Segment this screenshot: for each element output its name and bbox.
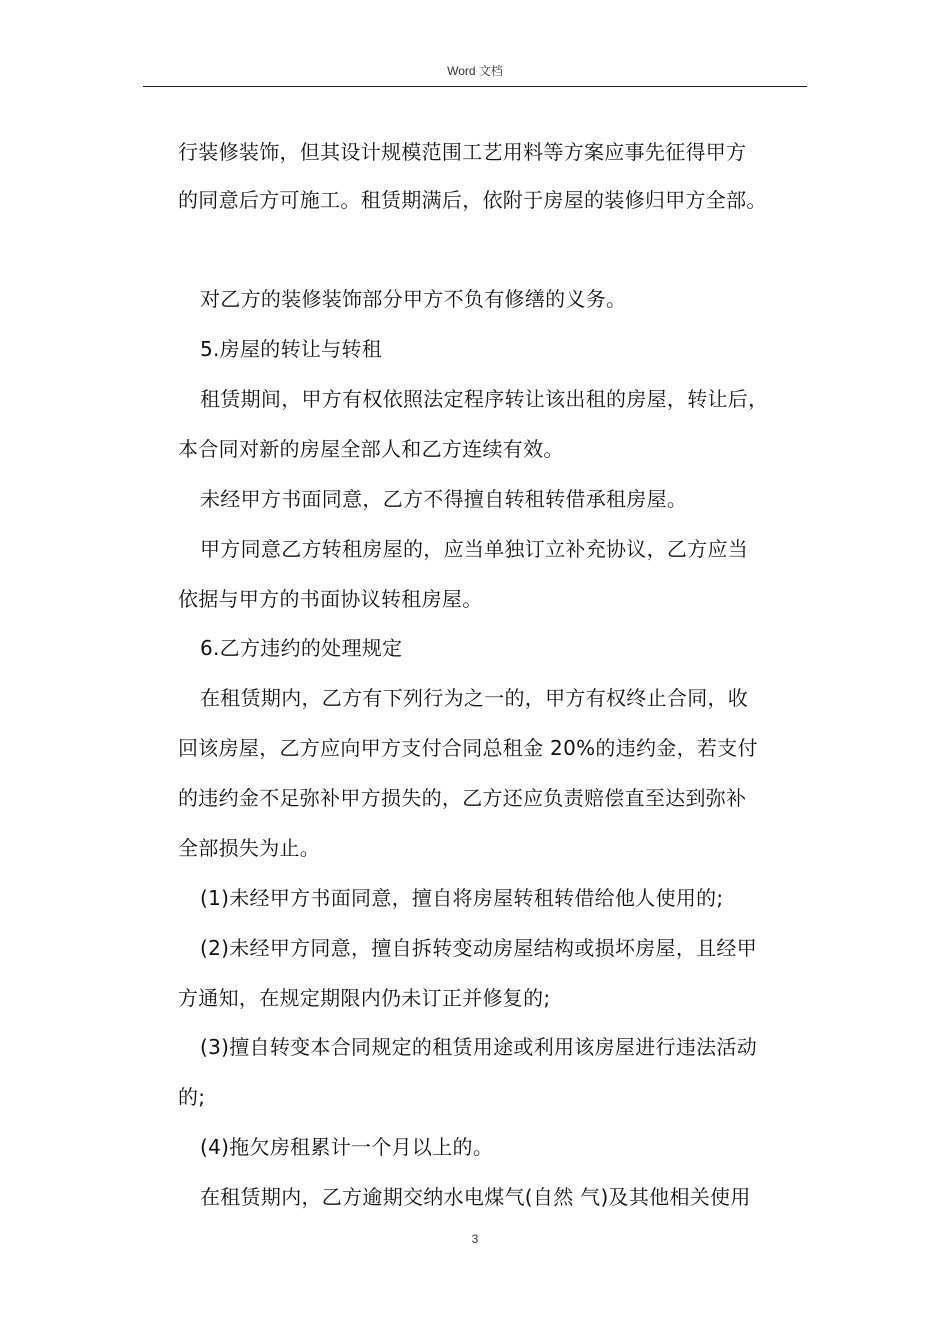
- body-line: 对乙方的装修装饰部分甲方不负有修缮的义务。: [200, 287, 627, 311]
- list-item-3: (3)擅自转变本合同规定的租赁用途或利用该房屋进行违法活动: [200, 1035, 758, 1059]
- body-line: 未经甲方书面同意，乙方不得擅自转租转借承租房屋。: [200, 487, 688, 511]
- list-item-2: (2)未经甲方同意，擅自拆转变动房屋结构或损坏房屋，且经甲: [200, 936, 758, 960]
- body-line: 的违约金不足弥补甲方损失的，乙方还应负责赔偿直至达到弥补: [178, 786, 747, 810]
- page-number: 3: [471, 1232, 479, 1246]
- body-line: 的;: [178, 1085, 206, 1109]
- body-line: 甲方同意乙方转租房屋的，应当单独订立补充协议，乙方应当: [200, 537, 749, 561]
- body-line: 依据与甲方的书面协议转租房屋。: [178, 587, 483, 611]
- body-line: 全部损失为止。: [178, 836, 321, 860]
- body-line: 在租赁期内，乙方有下列行为之一的，甲方有权终止合同，收: [200, 686, 749, 710]
- header-divider: [143, 86, 807, 87]
- body-line: 方通知，在规定期限内仍未订正并修复的;: [178, 986, 551, 1010]
- section-heading-5: 5.房屋的转让与转租: [200, 337, 383, 361]
- body-line: 的同意后方可施工。租赁期满后，依附于房屋的装修归甲方全部。: [178, 188, 767, 212]
- body-line: 本合同对新的房屋全部人和乙方连续有效。: [178, 437, 564, 461]
- body-line: 行装修装饰，但其设计规模范围工艺用料等方案应事先征得甲方: [178, 140, 747, 164]
- body-line: 在租赁期内，乙方逾期交纳水电煤气(自然 气)及其他相关使用: [200, 1185, 751, 1209]
- list-item-4: (4)拖欠房租累计一个月以上的。: [200, 1135, 494, 1159]
- body-line: 回该房屋，乙方应向甲方支付合同总租金 20%的违约金，若支付: [178, 736, 758, 760]
- page-header-title: Word 文档: [447, 64, 503, 78]
- section-heading-6: 6.乙方违约的处理规定: [200, 636, 403, 660]
- list-item-1: (1)未经甲方书面同意，擅自将房屋转租转借给他人使用的;: [200, 886, 724, 910]
- body-line: 租赁期间，甲方有权依照法定程序转让该出租的房屋，转让后，: [200, 387, 769, 411]
